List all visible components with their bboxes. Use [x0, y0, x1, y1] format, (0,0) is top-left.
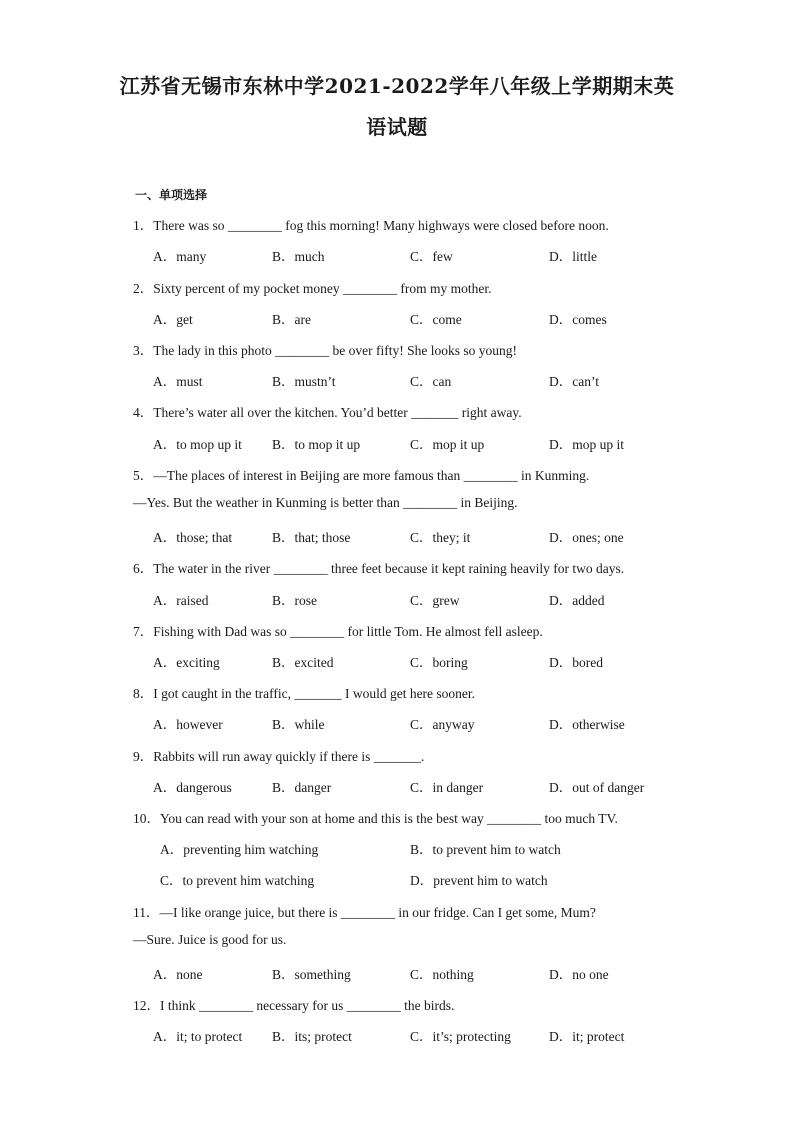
question-9-option-a: A．dangerous — [153, 780, 232, 795]
question-7-option-d: D．bored — [549, 655, 603, 670]
question-7-option-b: B．excited — [272, 655, 334, 670]
question-5-stem: 5．—The places of interest in Beijing are more famous than ________ in Kunming. — [133, 468, 590, 483]
question-4-stem: 4．There’s water all over the kitchen. You’d better _______ right away. — [133, 405, 522, 420]
question-1-option-b: B．much — [272, 249, 325, 264]
question-12-option-c: C．it’s; protecting — [410, 1029, 511, 1044]
question-8-option-c: C．anyway — [410, 717, 475, 732]
question-6-stem: 6．The water in the river ________ three feet because it kept raining heavily for two days. — [133, 561, 625, 576]
question-12-stem: 12．I think ________ necessary for us ________ the birds. — [133, 998, 455, 1013]
question-1-stem: 1．There was so ________ fog this morning! Many highways were closed before noon. — [133, 218, 609, 233]
question-7-option-c: C．boring — [410, 655, 468, 670]
question-8-option-b: B．while — [272, 717, 325, 732]
question-4-option-c: C．mop it up — [410, 437, 485, 452]
question-9-stem: 9．Rabbits will run away quickly if there is _______. — [133, 749, 425, 764]
question-10-option-c: C．to prevent him watching — [160, 873, 315, 888]
question-8-stem: 8．I got caught in the traffic, _______ I would get here sooner. — [133, 686, 476, 701]
question-3-option-a: A．must — [153, 374, 203, 389]
question-8-option-d: D．otherwise — [549, 717, 625, 732]
question-1-option-c: C．few — [410, 249, 453, 264]
question-5-option-b: B．that; those — [272, 530, 351, 545]
document-title-line-2: 语试题 — [366, 115, 428, 139]
question-11-option-c: C．nothing — [410, 967, 474, 982]
question-2-option-a: A．get — [153, 312, 193, 327]
question-1-option-a: A．many — [153, 249, 207, 264]
question-3-option-d: D．can’t — [549, 374, 599, 389]
question-10-option-b: B．to prevent him to watch — [410, 842, 561, 857]
question-5-stem-2: —Yes. But the weather in Kunming is better than ________ in Beijing. — [133, 495, 518, 510]
question-11-option-b: B．something — [272, 967, 351, 982]
question-11-option-a: A．none — [153, 967, 203, 982]
question-12-option-b: B．its; protect — [272, 1029, 352, 1044]
question-9-option-b: B．danger — [272, 780, 332, 795]
question-12-option-a: A．it; to protect — [153, 1029, 243, 1044]
question-3-option-c: C．can — [410, 374, 452, 389]
question-9-option-c: C．in danger — [410, 780, 484, 795]
question-4-option-a: A．to mop up it — [153, 437, 242, 452]
question-6-option-c: C．grew — [410, 593, 460, 608]
question-2-stem: 2．Sixty percent of my pocket money ________ from my mother. — [133, 281, 492, 296]
question-6-option-a: A．raised — [153, 593, 209, 608]
question-11-stem-2: —Sure. Juice is good for us. — [133, 932, 287, 947]
question-3-stem: 3．The lady in this photo ________ be over fifty! She looks so young! — [133, 343, 517, 358]
question-11-option-d: D．no one — [549, 967, 609, 982]
question-6-option-b: B．rose — [272, 593, 317, 608]
question-10-option-d: D．prevent him to watch — [410, 873, 548, 888]
question-7-stem: 7．Fishing with Dad was so ________ for little Tom. He almost fell asleep. — [133, 624, 543, 639]
question-5-option-c: C．they; it — [410, 530, 471, 545]
question-12-option-d: D．it; protect — [549, 1029, 625, 1044]
question-6-option-d: D．added — [549, 593, 605, 608]
question-7-option-a: A．exciting — [153, 655, 220, 670]
question-10-option-a: A．preventing him watching — [160, 842, 319, 857]
question-1-option-d: D．little — [549, 249, 597, 264]
section-heading: 一、单项选择 — [135, 188, 208, 202]
question-4-option-b: B．to mop it up — [272, 437, 361, 452]
question-3-option-b: B．mustn’t — [272, 374, 336, 389]
question-9-option-d: D．out of danger — [549, 780, 645, 795]
question-11-stem: 11．—I like orange juice, but there is ________ in our fridge. Can I get some, Mum? — [133, 905, 596, 920]
question-2-option-d: D．comes — [549, 312, 607, 327]
question-2-option-b: B．are — [272, 312, 311, 327]
question-8-option-a: A．however — [153, 717, 223, 732]
question-10-stem: 10．You can read with your son at home and this is the best way ________ too much TV. — [133, 811, 618, 826]
question-5-option-d: D．ones; one — [549, 530, 624, 545]
document-title-line-1: 江苏省无锡市东林中学2021-2022学年八年级上学期期末英 — [119, 74, 675, 98]
question-4-option-d: D．mop up it — [549, 437, 625, 452]
question-5-option-a: A．those; that — [153, 530, 233, 545]
question-2-option-c: C．come — [410, 312, 462, 327]
